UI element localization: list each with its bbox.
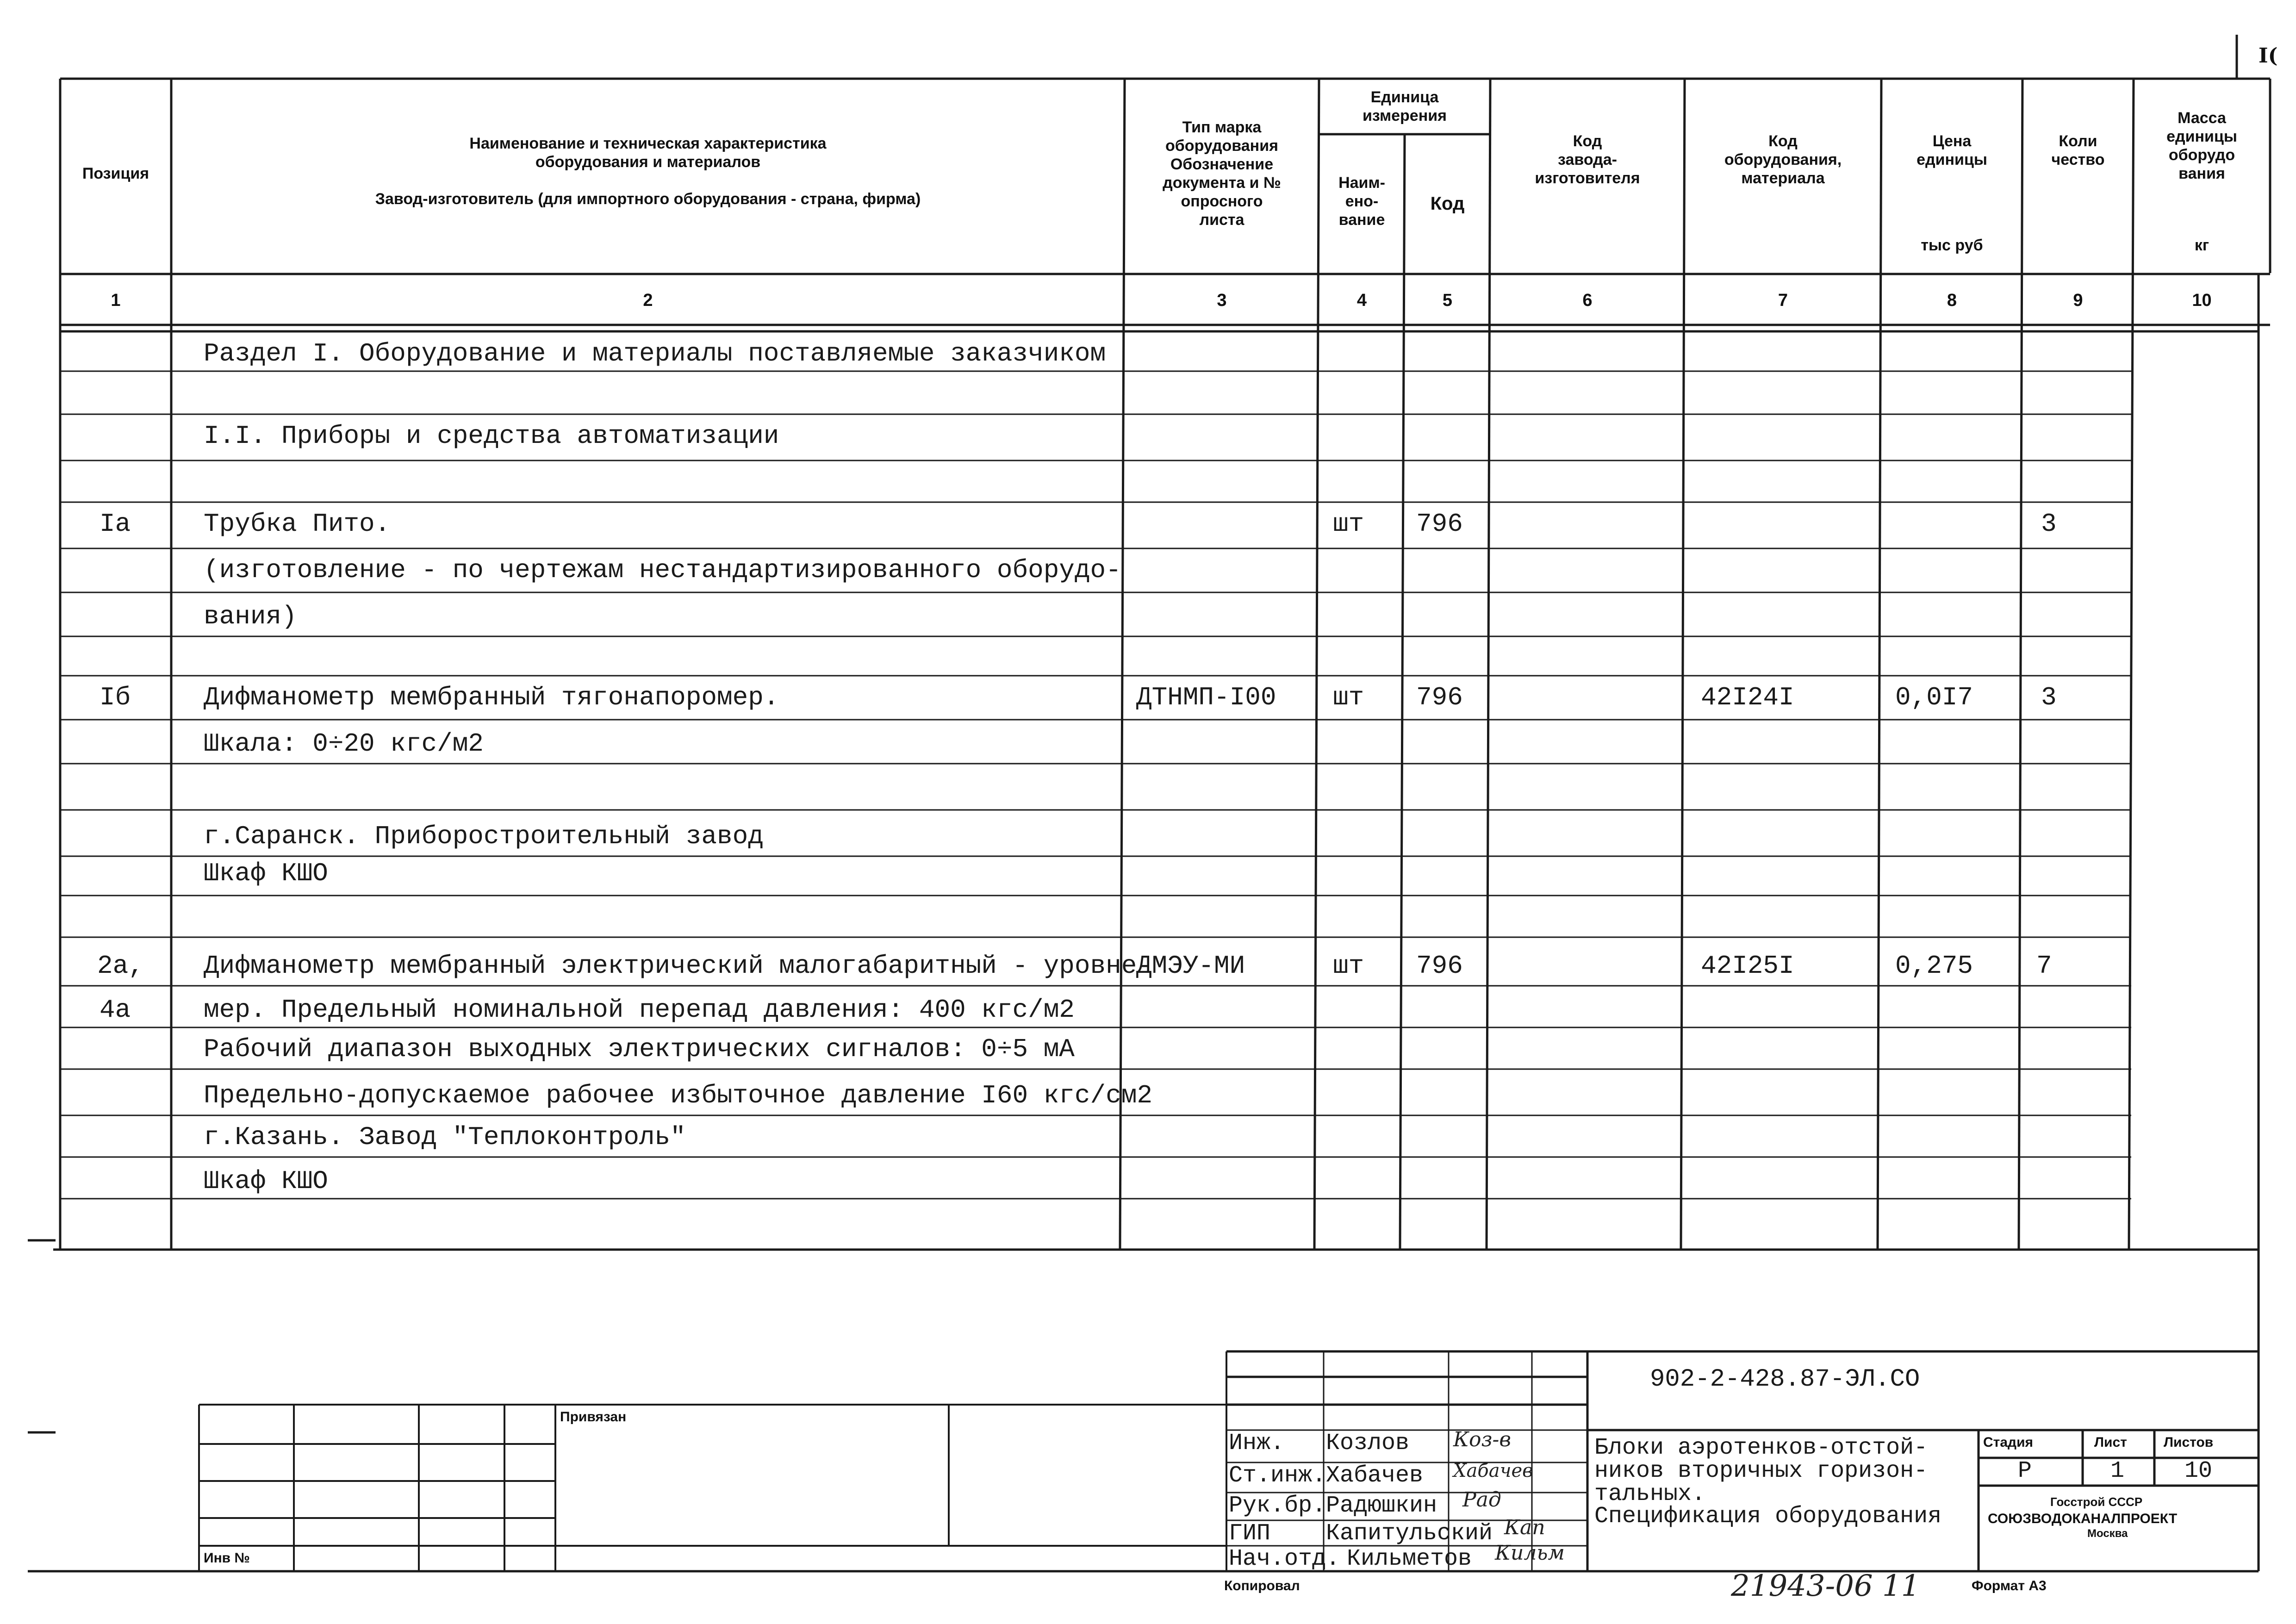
sheet-value: 1 <box>2110 1458 2125 1484</box>
header-price: Цена единицы <box>1916 132 1987 168</box>
document-code: 902-2-428.87-ЭЛ.СО <box>1650 1365 1920 1394</box>
row-name: Дифманометр мембранный электрический малогабаритный - уровне- <box>204 951 1152 981</box>
row-unit-code: 796 <box>1416 683 1463 712</box>
privyazan-label: Привязан <box>560 1409 627 1425</box>
person-name: Радюшкин <box>1326 1493 1437 1519</box>
row-quantity: 7 <box>2036 951 2052 981</box>
person-role: Ст.инж. <box>1229 1462 1326 1489</box>
person-signature: Рад <box>1462 1488 1501 1512</box>
row-price: 0,0I7 <box>1895 683 1973 712</box>
row-scale: Шкала: 0÷20 кгс/м2 <box>204 729 484 759</box>
header-position: Позиция <box>82 165 149 182</box>
row-quantity: 3 <box>2041 683 2057 712</box>
row-name: мер. Предельный номинальной перепад давления: 400 кгс/м2 <box>204 995 1075 1025</box>
format-label: Формат А3 <box>1972 1578 2047 1593</box>
organization-city: Москва <box>2087 1527 2128 1540</box>
header-equipment-code: Код оборудования, материала <box>1724 132 1842 187</box>
row-manufacturer: г.Казань. Завод "Теплоконтроль" <box>204 1122 686 1152</box>
stage-label: Стадия <box>1983 1435 2034 1450</box>
row-price: 0,275 <box>1895 951 1973 981</box>
row-name: Рабочий диапазон выходных электрических сигналов: 0÷5 мА <box>204 1034 1075 1064</box>
row-unit-code: 796 <box>1416 509 1463 539</box>
row-equipment-code: 42I24I <box>1701 683 1794 712</box>
person-signature: Хабачев <box>1453 1460 1533 1481</box>
row-position: 2а, <box>97 951 144 981</box>
row-unit-code: 796 <box>1416 951 1463 981</box>
row-note: вания) <box>204 602 297 631</box>
row-manufacturer: г.Саранск. Приборостроительный завод <box>204 821 764 851</box>
row-position: Iа <box>100 509 131 539</box>
header-unit-group: Единица измерения <box>1363 88 1447 124</box>
header-unit-code: Код <box>1430 193 1465 214</box>
row-name: Дифманометр мембранный тягонапоромер. <box>204 683 779 712</box>
column-number: 8 <box>1947 291 1957 310</box>
sheet-corner-number: I( <box>2259 44 2278 68</box>
person-signature: Кап <box>1504 1516 1545 1539</box>
row-unit: шт <box>1333 509 1364 539</box>
person-signature: Коз-в <box>1453 1428 1512 1451</box>
row-equipment-code: 42I25I <box>1701 951 1794 981</box>
archive-number: 21943-06 11 <box>1731 1569 1920 1603</box>
person-role: Нач.отд. <box>1229 1546 1340 1572</box>
column-number: 2 <box>643 291 653 310</box>
sheets-value: 10 <box>2184 1458 2213 1484</box>
stage-value: Р <box>2018 1458 2032 1484</box>
row-cabinet: Шкаф КШО <box>204 859 328 888</box>
person-role: Инж. <box>1229 1430 1285 1456</box>
column-number: 1 <box>111 291 121 310</box>
header-mass: Масса единицы оборудо вания <box>2166 109 2237 182</box>
column-number: 3 <box>1217 291 1227 310</box>
header-factory-code: Код завода- изготовителя <box>1535 132 1640 187</box>
row-quantity: 3 <box>2041 509 2057 539</box>
drawing-title: Блоки аэротенков-отстой- <box>1594 1435 1928 1461</box>
drawing-title: тальных. <box>1594 1481 1706 1507</box>
header-name: Наименование и техническая характеристика оборудования и материалов Завод-изготовитель (для импортного оборудования - страна, фирма) <box>375 135 921 208</box>
header-unit-name: Наим- ено- вание <box>1338 174 1385 229</box>
person-name: Козлов <box>1326 1430 1410 1456</box>
column-number: 9 <box>2073 291 2083 310</box>
header-price-unit: тыс руб <box>1921 236 1983 254</box>
drawing-title: ников вторичных горизон- <box>1594 1458 1928 1484</box>
header-type: Тип марка оборудования Обозначение документа и № опросного листа <box>1163 118 1281 229</box>
row-position: 4а <box>100 995 131 1025</box>
drawing-title: Спецификация оборудования <box>1594 1503 1942 1530</box>
column-number: 4 <box>1356 291 1367 310</box>
section-heading: Раздел I. Оборудование и материалы поставляемые заказчиком <box>204 339 1106 368</box>
person-role: ГИП <box>1229 1520 1271 1547</box>
row-type: ДМЭУ-МИ <box>1136 951 1245 981</box>
person-role: Рук.бр. <box>1229 1493 1326 1519</box>
sheet-label: Лист <box>2094 1435 2127 1450</box>
column-number: 5 <box>1442 291 1453 310</box>
subsection-heading: I.I. Приборы и средства автоматизации <box>204 421 779 451</box>
person-signature: Кильм <box>1495 1541 1565 1565</box>
person-name: Кильметов <box>1347 1546 1472 1572</box>
row-type: ДТНМП-I00 <box>1136 683 1276 712</box>
organization-name: СОЮЗВОДОКАНАЛПРОЕКТ <box>1988 1511 2178 1526</box>
inventory-number-label: Инв № <box>204 1550 250 1566</box>
row-note: (изготовление - по чертежам нестандартизированного оборудо- <box>204 555 1121 585</box>
column-number: 7 <box>1778 291 1788 310</box>
row-position: Iб <box>100 683 131 712</box>
header-quantity: Коли чество <box>2051 132 2105 168</box>
row-name: Трубка Пито. <box>204 509 391 539</box>
copied-by-label: Копировал <box>1224 1578 1300 1593</box>
column-number: 10 <box>2192 291 2212 310</box>
organization-ministry: Госстрой СССР <box>2050 1495 2143 1509</box>
person-name: Хабачев <box>1326 1462 1424 1489</box>
row-cabinet: Шкаф КШО <box>204 1166 328 1196</box>
row-name: Предельно-допускаемое рабочее избыточное давление I60 кгс/см2 <box>204 1081 1152 1110</box>
person-name: Капитульский <box>1326 1520 1493 1547</box>
row-unit: шт <box>1333 951 1364 981</box>
column-number: 6 <box>1582 291 1593 310</box>
sheets-label: Листов <box>2164 1435 2214 1450</box>
row-unit: шт <box>1333 683 1364 712</box>
header-mass-unit: кг <box>2194 236 2209 254</box>
